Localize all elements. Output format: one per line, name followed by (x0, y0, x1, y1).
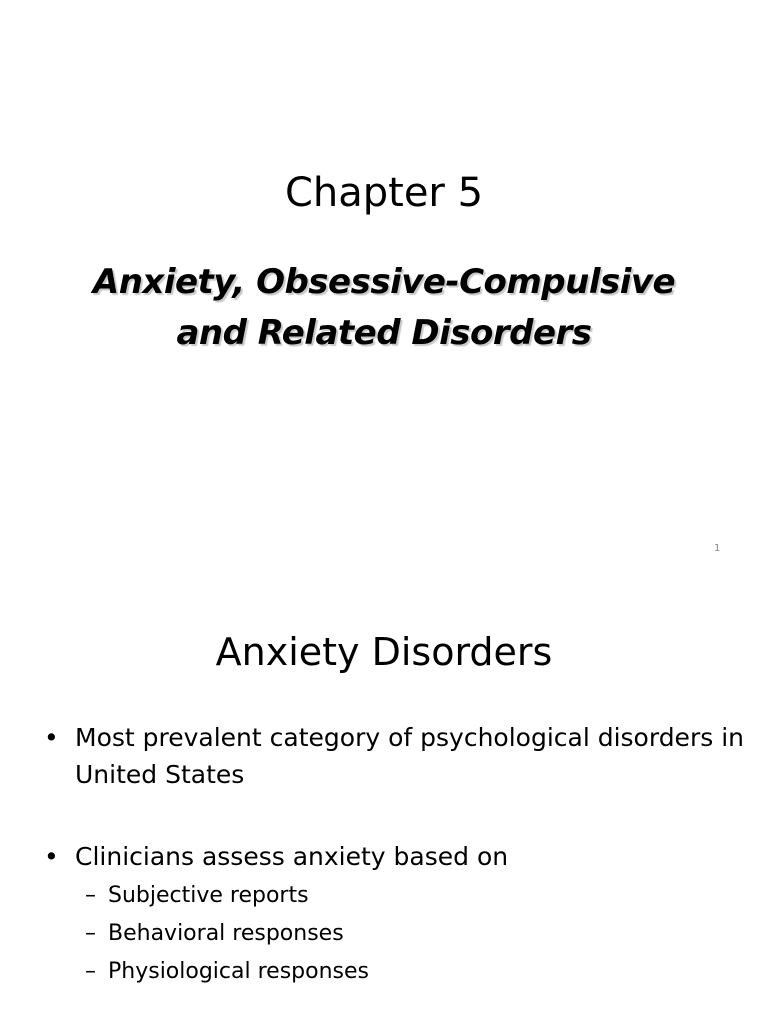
section-title: Anxiety Disorders (215, 630, 553, 674)
bullet-text: Most prevalent category of psychological disorders in United States (75, 723, 744, 789)
sub-bullet-item (85, 953, 744, 991)
slide-number: 1 (714, 543, 721, 554)
bullet-item (44, 838, 744, 991)
bullet-icon: • (44, 723, 59, 752)
subtitle-line-2: and Related Disorders (176, 313, 592, 353)
sub-bullet-text: Behavioral responses (108, 921, 344, 946)
sub-bullet-list (85, 877, 744, 991)
bullet-item (44, 719, 744, 793)
chapter-title: Chapter 5 (284, 170, 484, 216)
dash-icon: – (85, 883, 96, 908)
bullet-icon: • (44, 842, 59, 871)
sub-bullet-text: Subjective reports (108, 883, 309, 908)
content-slide (0, 576, 768, 1024)
bullet-list (44, 719, 744, 1036)
dash-icon: – (85, 959, 96, 984)
subtitle-line-1: Anxiety, Obsessive-Compulsive (92, 262, 676, 302)
chapter-subtitle (0, 257, 768, 359)
sub-bullet-item (85, 877, 744, 915)
sub-bullet-text: Physiological responses (108, 959, 369, 984)
bullet-text: Clinicians assess anxiety based on (75, 842, 509, 871)
sub-bullet-item (85, 915, 744, 953)
dash-icon: – (85, 921, 96, 946)
